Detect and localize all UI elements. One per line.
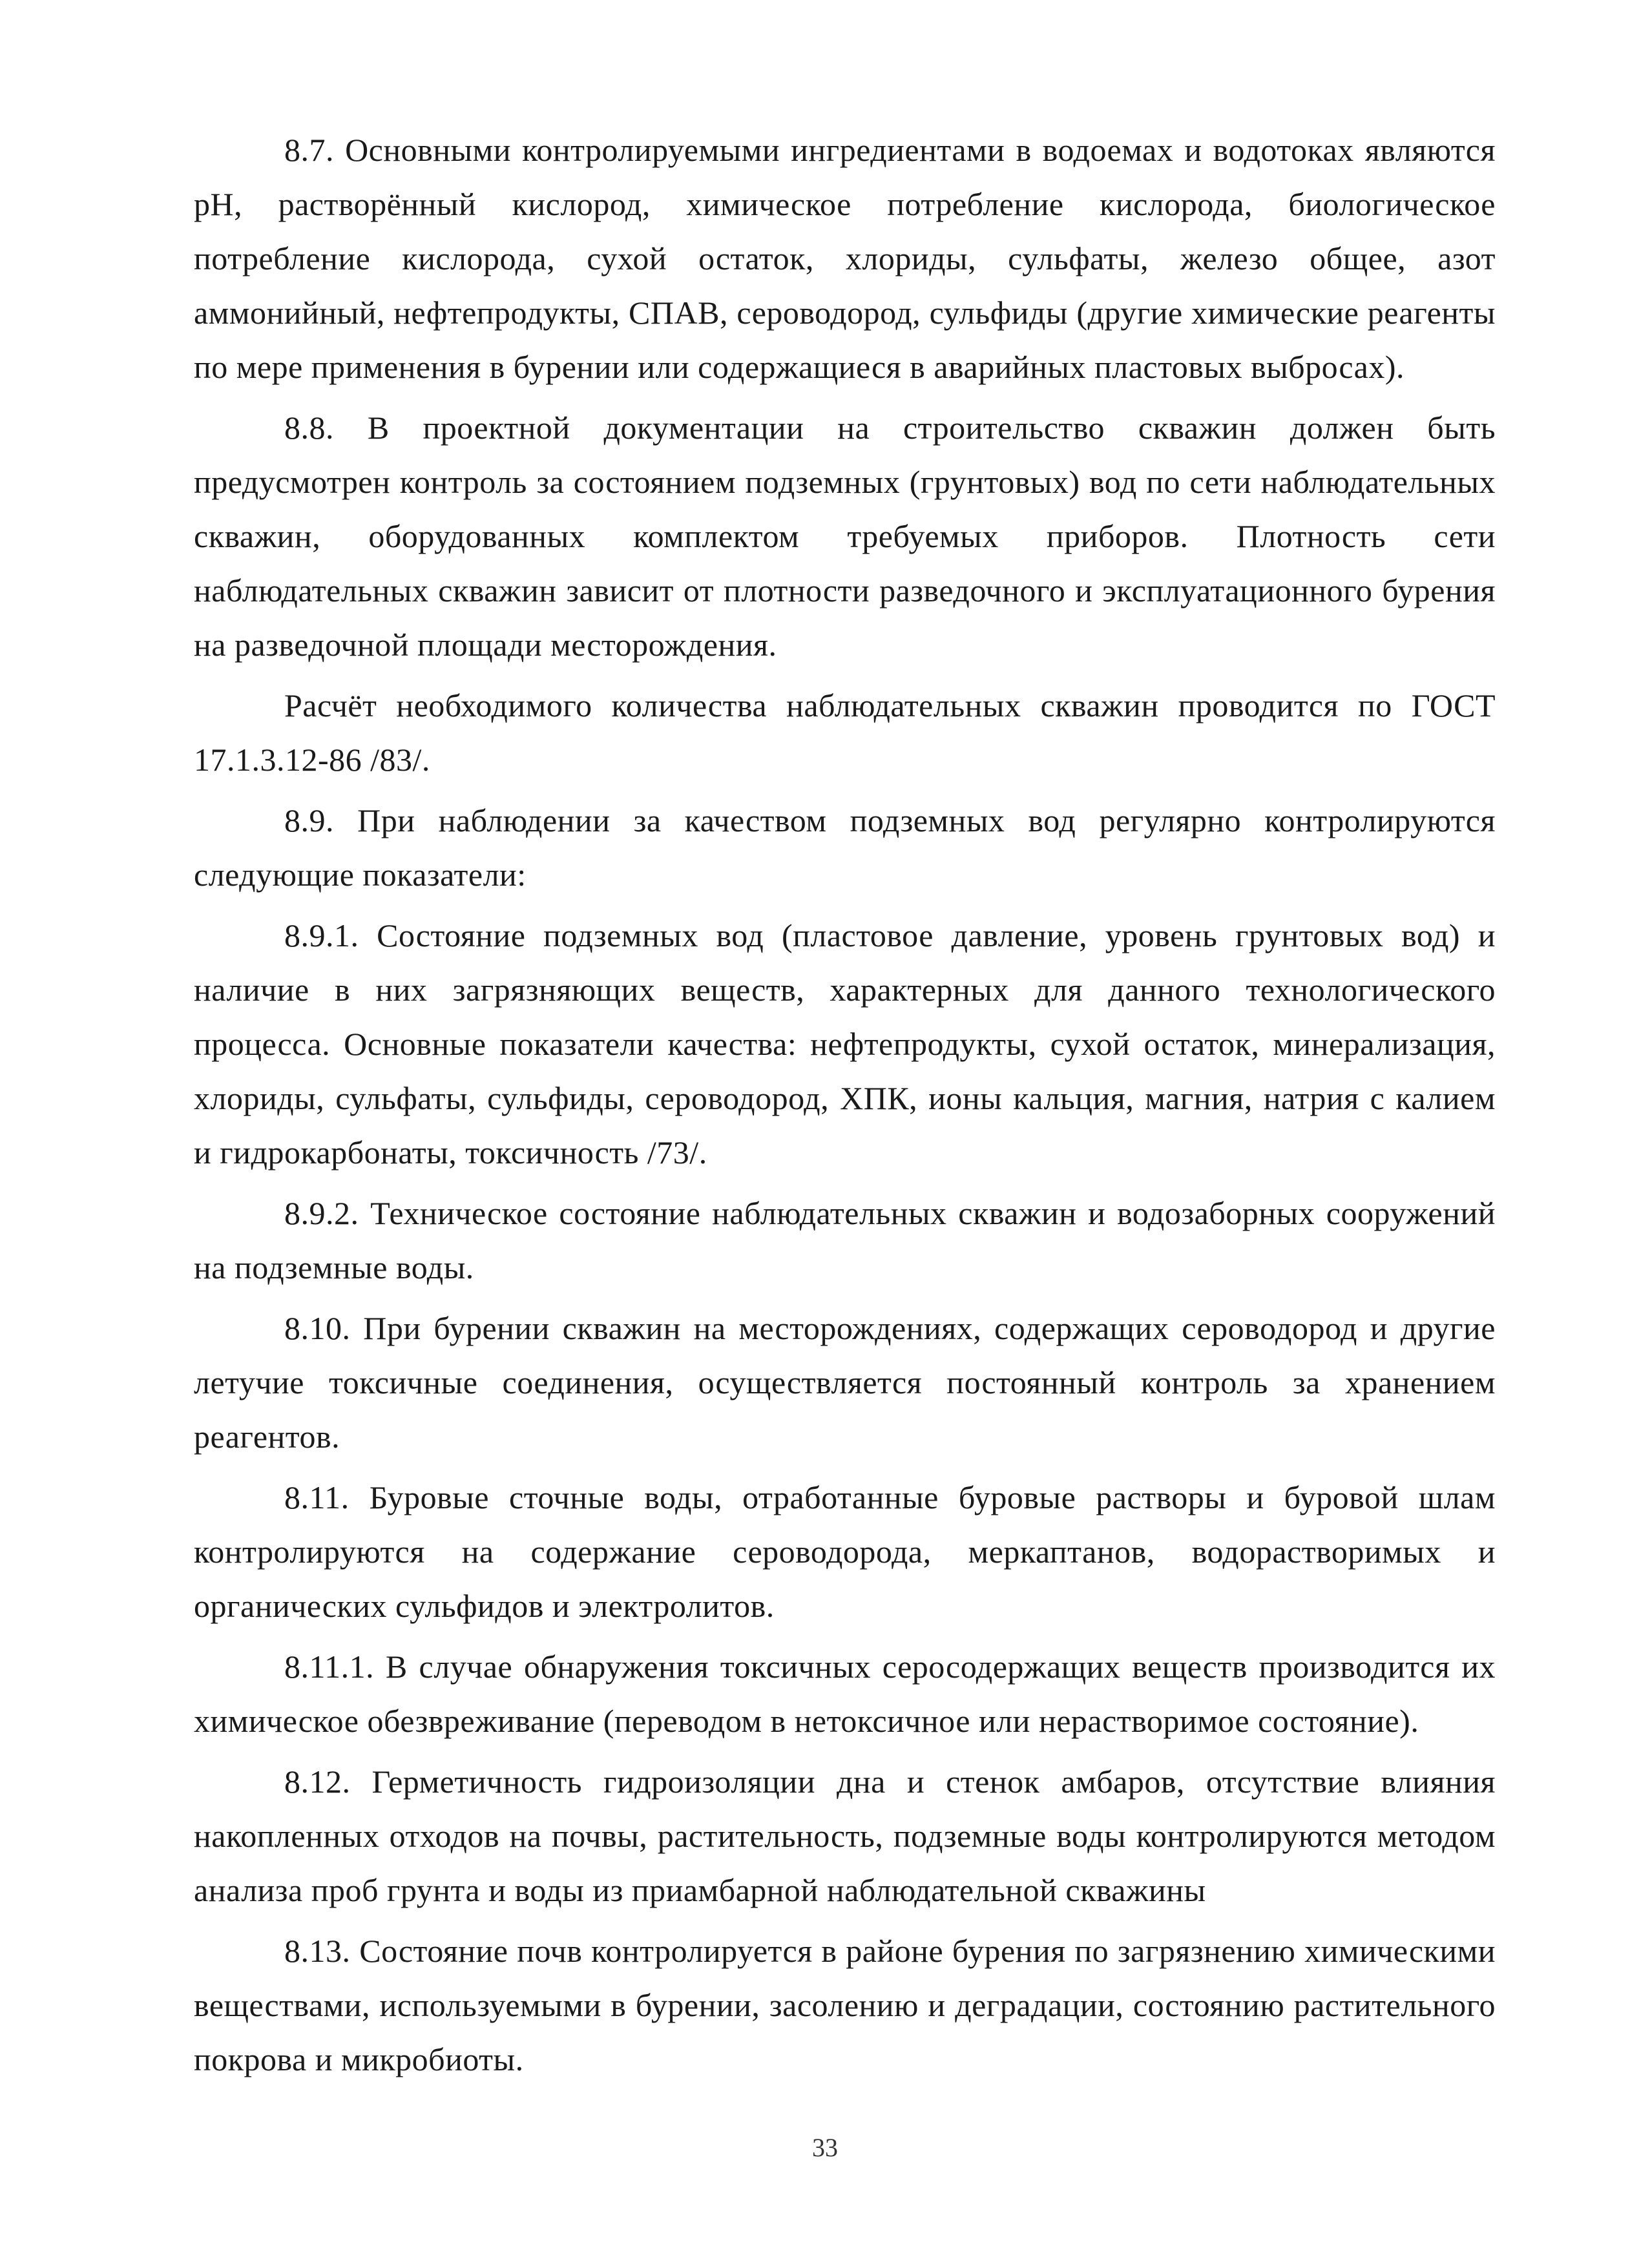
paragraph-8-9: 8.9. При наблюдении за качеством подземных вод регулярно контролируются следующие показатели: bbox=[194, 802, 1496, 893]
paragraph-8-12: 8.12. Герметичность гидроизоляции дна и стенок амбаров, отсутствие влияния накопленных отходов на почвы, растительность, подземные воды контролируются методом анализа проб грунта и воды из приамбарной наблюдательной скважины bbox=[194, 1763, 1496, 1908]
page-number: 33 bbox=[812, 2133, 838, 2162]
paragraph-8-10: 8.10. При бурении скважин на месторождениях, содержащих сероводород и другие летучие токсичные соединения, осуществляется постоянный контроль за хранением реагентов. bbox=[194, 1310, 1496, 1455]
paragraph-8-11: 8.11. Буровые сточные воды, отработанные буровые растворы и буровой шлам контролируются на содержание сероводорода, меркаптанов, водорастворимых и органических сульфидов и электролитов. bbox=[194, 1479, 1496, 1624]
paragraph-well-count: Расчёт необходимого количества наблюдательных скважин проводится по ГОСТ 17.1.3.12-86 /83/. bbox=[194, 687, 1496, 778]
paragraph-8-7: 8.7. Основными контролируемыми ингредиентами в водоемах и водотоках являются pH, растворённый кислород, химическое потребление кислорода, биологическое потребление кислорода, сухой остаток, хлориды, сульфаты, железо общее, азот аммонийный, нефтепродукты, СПАВ, сероводород, сульфиды (другие химические реагенты по мере применения в бурении или содержащиеся в аварийных пластовых выбросах). bbox=[194, 132, 1496, 385]
paragraph-8-13: 8.13. Состояние почв контролируется в районе бурения по загрязнению химическими веществами, используемыми в бурении, засолению и деградации, состоянию растительного покрова и микробиоты. bbox=[194, 1933, 1496, 2077]
paragraph-8-8: 8.8. В проектной документации на строительство скважин должен быть предусмотрен контроль за состоянием подземных (грунтовых) вод по сети наблюдательных скважин, оборудованных комплектом требуемых приборов. Плотность сети наблюдательных скважин зависит от плотности разведочного и эксплуатационного бурения на разведочной площади месторождения. bbox=[194, 410, 1496, 663]
paragraph-8-11-1: 8.11.1. В случае обнаружения токсичных серосодержащих веществ производится их химическое обезвреживание (переводом в нетоксичное или нерастворимое состояние). bbox=[194, 1649, 1496, 1739]
paragraph-8-9-2: 8.9.2. Техническое состояние наблюдательных скважин и водозаборных сооружений на подземные воды. bbox=[194, 1195, 1496, 1285]
paragraph-8-9-1: 8.9.1. Состояние подземных вод (пластовое давление, уровень грунтовых вод) и наличие в них загрязняющих веществ, характерных для данного технологического процесса. Основные показатели качества: нефтепродукты, сухой остаток, минерализация, хлориды, сульфаты, сульфиды, сероводород, ХПК, ионы кальция, магния, натрия с калием и гидрокарбонаты, токсичность /73/. bbox=[194, 917, 1496, 1170]
body-text bbox=[194, 123, 1496, 2093]
